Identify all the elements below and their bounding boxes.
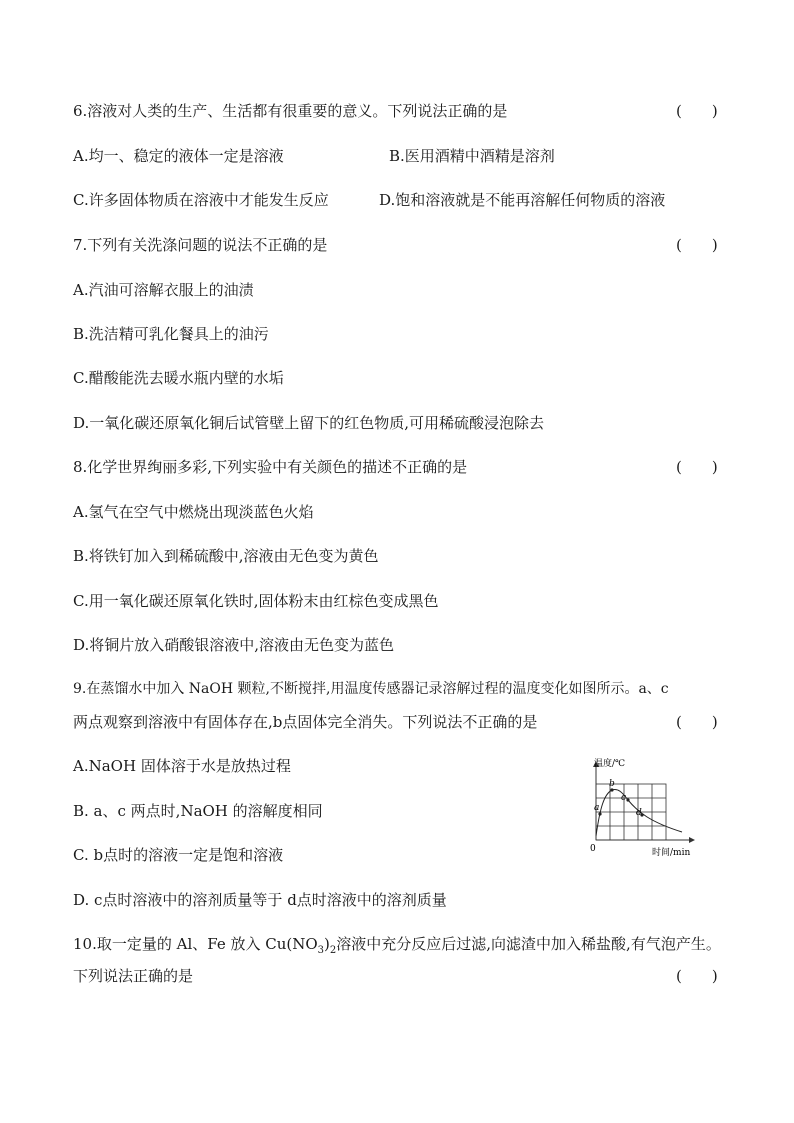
figure-grid bbox=[596, 784, 666, 840]
q9-option-b: B. a、c 两点时,NaOH 的溶解度相同 bbox=[73, 802, 323, 820]
q7-stem: 7.下列有关洗涤问题的说法不正确的是 bbox=[73, 236, 328, 254]
q9-option-c: C. b点时的溶液一定是饱和溶液 bbox=[73, 846, 284, 864]
q7-option-c: C.醋酸能洗去暖水瓶内壁的水垢 bbox=[73, 369, 284, 387]
q7-option-b: B.洗洁精可乳化餐具上的油污 bbox=[73, 325, 269, 343]
q9-answer-bracket: ( ) bbox=[676, 713, 718, 731]
q10-answer-bracket: ( ) bbox=[676, 967, 718, 985]
q10-close-paren: ) bbox=[324, 935, 330, 953]
q7-option-a: A.汽油可溶解衣服上的油渍 bbox=[73, 281, 254, 299]
q8-option-b: B.将铁钉加入到稀硫酸中,溶液由无色变为黄色 bbox=[73, 547, 379, 565]
q10-stem-post: 溶液中充分反应后过滤,向滤渣中加入稀盐酸,有气泡产生。 bbox=[336, 935, 721, 953]
x-axis-label: 时间/min bbox=[652, 848, 691, 858]
origin-label: 0 bbox=[590, 844, 596, 854]
label-b: b bbox=[609, 779, 615, 789]
label-a: a bbox=[594, 803, 600, 813]
q6-option-a: A.均一、稳定的液体一定是溶液 bbox=[73, 147, 284, 165]
q10-sub-3: 3 bbox=[317, 945, 325, 956]
q6-option-d: D.饱和溶液就是不能再溶解任何物质的溶液 bbox=[379, 191, 666, 209]
q9-stem-line2: 两点观察到溶液中有固体存在,b点固体完全消失。下列说法不正确的是 bbox=[73, 713, 538, 731]
q6-stem: 6.溶液对人类的生产、生活都有很重要的意义。下列说法正确的是 bbox=[73, 102, 508, 120]
q7-option-d: D.一氧化碳还原氧化铜后试管壁上留下的红色物质,可用稀硫酸浸泡除去 bbox=[73, 414, 545, 432]
q10-stem-line2: 下列说法正确的是 bbox=[73, 967, 194, 985]
y-axis-label: 温度/℃ bbox=[594, 759, 626, 769]
label-d: d bbox=[636, 808, 642, 818]
q9-option-d: D. c点时溶液中的溶剂质量等于 d点时溶液中的溶剂质量 bbox=[73, 891, 447, 909]
q10-stem-line1 bbox=[73, 933, 721, 962]
q8-option-c: C.用一氧化碳还原氧化铁时,固体粉末由红棕色变成黑色 bbox=[73, 592, 439, 610]
q8-option-a: A.氢气在空气中燃烧出现淡蓝色火焰 bbox=[73, 503, 314, 521]
q10-stem-pre: 10.取一定量的 Al、Fe 放入 Cu(NO bbox=[73, 935, 318, 953]
q7-answer-bracket: ( ) bbox=[676, 236, 718, 254]
q8-stem: 8.化学世界绚丽多彩,下列实验中有关颜色的描述不正确的是 bbox=[73, 458, 468, 476]
q6-option-c: C.许多固体物质在溶液中才能发生反应 bbox=[73, 191, 329, 209]
q9-stem-line1: 9.在蒸馏水中加入 NaOH 颗粒,不断搅拌,用温度传感器记录溶解过程的温度变化如图所示。a、c bbox=[73, 681, 669, 697]
q8-option-d: D.将铜片放入硝酸银溶液中,溶液由无色变为蓝色 bbox=[73, 636, 395, 654]
q6-option-b: B.医用酒精中酒精是溶剂 bbox=[389, 147, 555, 165]
q10-sub-2: 2 bbox=[329, 945, 337, 956]
label-c: c bbox=[621, 793, 627, 803]
q6-answer-bracket: ( ) bbox=[676, 102, 718, 120]
point-c bbox=[626, 798, 629, 801]
q8-answer-bracket: ( ) bbox=[676, 458, 718, 476]
q9-temperature-figure bbox=[586, 756, 706, 864]
q9-option-a: A.NaOH 固体溶于水是放热过程 bbox=[73, 757, 291, 775]
